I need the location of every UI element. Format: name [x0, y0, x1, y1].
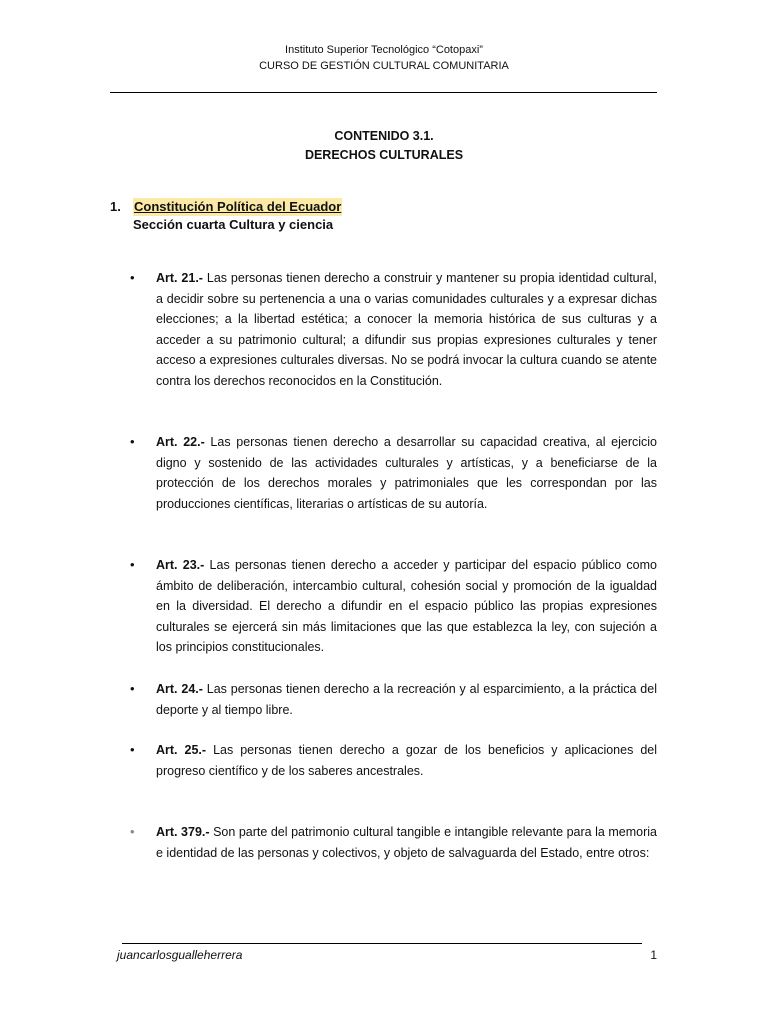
article-label: Art. 24.-	[156, 682, 203, 696]
header-divider	[110, 92, 657, 93]
header-course: CURSO DE GESTIÓN CULTURAL COMUNITARIA	[259, 60, 509, 72]
section-subtitle: Sección cuarta Cultura y ciencia	[133, 217, 334, 232]
article-item	[130, 740, 657, 781]
article-label: Art. 22.-	[156, 435, 205, 449]
header-institution: Instituto Superior Tecnológico “Cotopaxi”	[285, 44, 483, 56]
article-label: Art. 25.-	[156, 743, 207, 757]
footer-author: juancarlosgualleherrera	[117, 948, 243, 962]
article-body: Las personas tienen derecho a acceder y participar del espacio público como ámbito de deliberación, intercambio cultural, cohesión social y promoción de la igualdad en la diversidad. El derecho a difundir en el espacio público las propias expresiones culturales se ejercerá sin más limitaciones que las que establezca la ley, con sujeción a los principios constitucionales.	[156, 558, 657, 654]
article-body: Las personas tienen derecho a la recreación y al esparcimiento, a la práctica del deporte y al tiempo libre.	[156, 682, 657, 717]
bullet-icon: •	[130, 557, 135, 572]
bullet-icon: •	[130, 681, 135, 696]
article-item	[130, 432, 657, 514]
article-text	[156, 555, 657, 658]
article-body: Las personas tienen derecho a gozar de los beneficios y aplicaciones del progreso científico y de los saberes ancestrales.	[156, 743, 658, 778]
article-text	[156, 822, 657, 863]
bullet-icon: •	[130, 270, 135, 285]
article-text	[156, 268, 657, 391]
article-item	[130, 822, 657, 863]
article-label: Art. 21.-	[156, 271, 203, 285]
article-item	[130, 679, 657, 720]
section-number: 1.	[110, 199, 121, 214]
title-line-1: CONTENIDO 3.1.	[334, 129, 434, 143]
article-item	[130, 268, 657, 391]
article-label: Art. 379.-	[156, 825, 210, 839]
title-line-2: DERECHOS CULTURALES	[304, 148, 464, 162]
bullet-icon: •	[130, 824, 135, 839]
page-number: 1	[650, 948, 657, 962]
article-body: Son parte del patrimonio cultural tangible e intangible relevante para la memoria e identidad de las personas y colectivos, y objeto de salvaguarda del Estado, entre otros:	[156, 825, 657, 860]
bullet-icon: •	[130, 434, 135, 449]
article-item	[130, 555, 657, 658]
article-text	[156, 740, 657, 781]
article-text	[156, 432, 657, 514]
article-body: Las personas tienen derecho a desarrollar su capacidad creativa, al ejercicio digno y sostenido de las actividades culturales y artísticas, y a beneficiarse de la protección de los derechos morales y patrimoniales que les correspondan por las producciones científicas, literarias o artísticas de su autoría.	[156, 435, 657, 511]
article-text	[156, 679, 657, 720]
section-title: Constitución Política del Ecuador	[134, 199, 342, 214]
bullet-icon: •	[130, 742, 135, 757]
article-body: Las personas tienen derecho a construir y mantener su propia identidad cultural, a decidir sobre su pertenencia a una o varias comunidades culturales y a expresar dichas elecciones; a la libertad estética; a conocer la memoria histórica de sus culturas y a acceder a su patrimonio cultural; a difundir sus propias expresiones culturales y tener acceso a expresiones culturales diversas. No se podrá invocar la cultura cuando se atente contra los derechos reconocidos en la Constitución.	[156, 271, 657, 388]
page-header	[0, 42, 768, 74]
footer-divider	[122, 943, 642, 944]
article-label: Art. 23.-	[156, 558, 205, 572]
document-title	[0, 127, 768, 165]
